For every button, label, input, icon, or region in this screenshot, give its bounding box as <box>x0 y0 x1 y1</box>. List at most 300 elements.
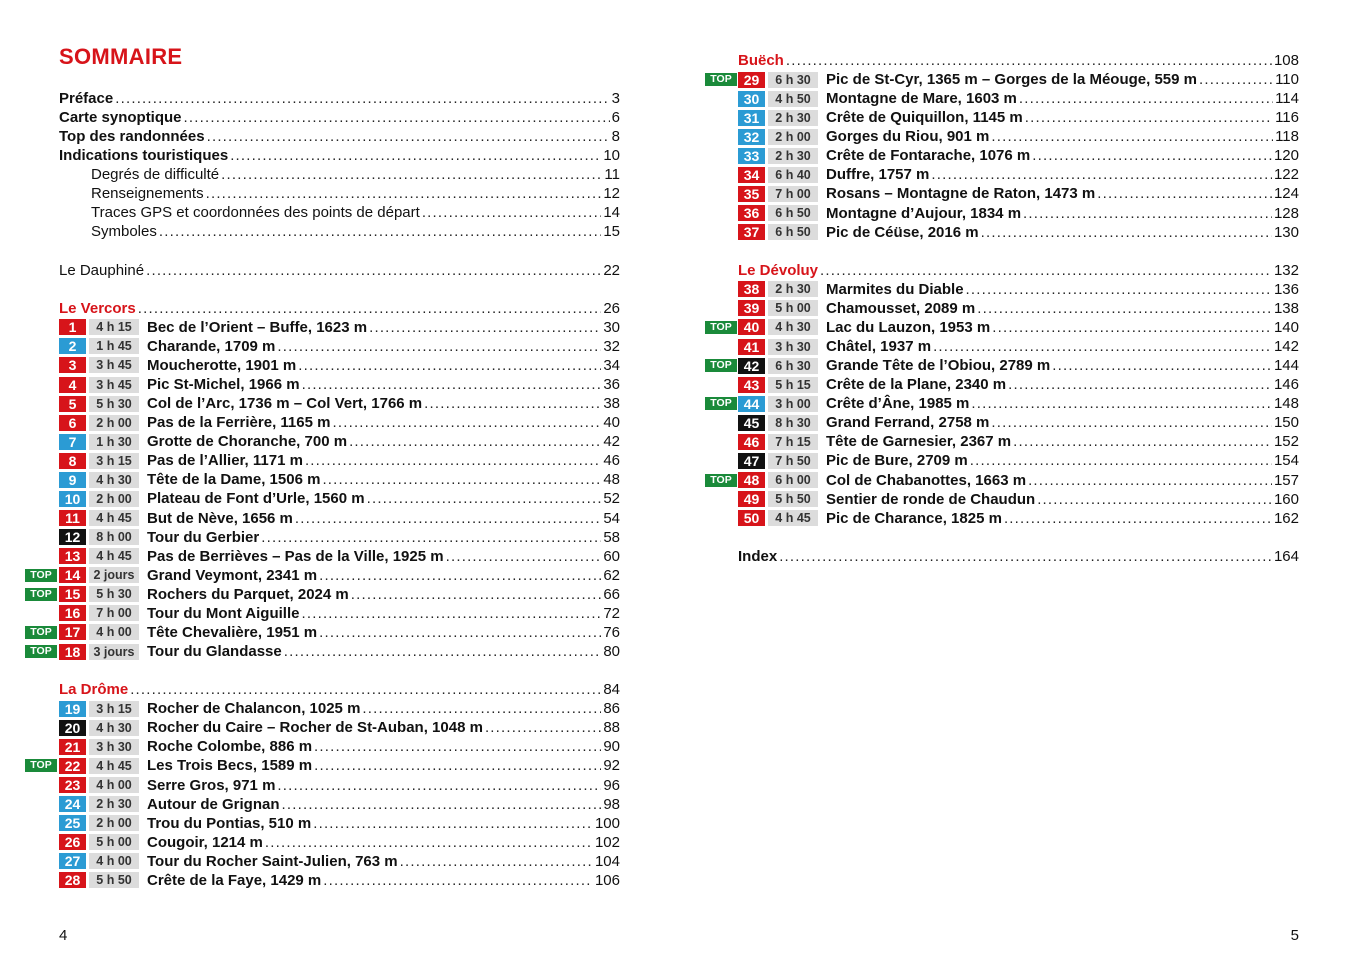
route-title: Tête Chevalière, 1951 m <box>147 623 318 641</box>
route-page: 140 <box>1273 318 1299 336</box>
route-page: 118 <box>1275 128 1299 146</box>
route-title: Trou du Pontias, 510 m <box>147 814 312 832</box>
route-page: 52 <box>603 490 620 508</box>
route-page: 154 <box>1273 452 1299 470</box>
route-row <box>59 566 620 585</box>
entry-page: 14 <box>603 204 620 222</box>
dot-leader <box>298 356 601 375</box>
route-title: Pas de l’Allier, 1171 m <box>147 452 303 470</box>
route-title: Lac du Lauzon, 1953 m <box>826 318 991 336</box>
top-badge: TOP <box>25 569 57 582</box>
dot-leader <box>349 432 601 451</box>
toc-subentry <box>59 222 620 241</box>
dot-leader <box>971 394 1272 413</box>
route-number: 4 <box>59 377 86 393</box>
toc-entry <box>59 89 620 108</box>
route-page: 72 <box>603 604 620 622</box>
dot-leader <box>302 375 602 394</box>
route-row <box>59 756 620 775</box>
route-row <box>738 127 1299 146</box>
route-row <box>59 833 620 852</box>
route-title: Les Trois Becs, 1589 m <box>147 757 313 775</box>
entry-label: Top des randonnées <box>59 128 205 146</box>
route-page: 114 <box>1275 90 1299 108</box>
duration-badge: 3 h 30 <box>768 339 818 355</box>
dot-leader <box>277 337 601 356</box>
dot-leader <box>332 413 601 432</box>
route-number: 28 <box>59 872 86 888</box>
entry-page: 11 <box>604 166 620 184</box>
dot-leader <box>305 451 601 470</box>
route-title: Marmites du Diable <box>826 280 964 298</box>
right-page <box>706 0 1299 969</box>
dot-leader <box>966 280 1272 299</box>
dot-leader <box>786 51 1272 70</box>
entry-label: Buëch <box>738 52 784 69</box>
route-title: Charande, 1709 m <box>147 337 276 355</box>
route-number: 47 <box>738 453 765 469</box>
dot-leader <box>301 604 601 623</box>
route-title: Crête de la Plane, 2340 m <box>826 376 1007 394</box>
route-page: 60 <box>603 547 620 565</box>
route-page: 146 <box>1273 376 1299 394</box>
page-number-right: 5 <box>1290 927 1299 944</box>
duration-badge: 4 h 15 <box>89 319 139 335</box>
route-row <box>59 642 620 661</box>
route-page: 136 <box>1273 280 1299 298</box>
route-row <box>738 375 1299 394</box>
route-row <box>738 299 1299 318</box>
dot-leader <box>323 871 593 890</box>
route-number: 41 <box>738 339 765 355</box>
duration-badge: 6 h 50 <box>768 224 818 240</box>
entry-page: 10 <box>603 147 620 165</box>
duration-badge: 3 jours <box>89 644 139 660</box>
route-page: 30 <box>603 318 620 336</box>
route-row <box>59 604 620 623</box>
route-row <box>738 223 1299 242</box>
route-number: 26 <box>59 834 86 850</box>
route-row <box>59 776 620 795</box>
duration-badge: 5 h 50 <box>89 872 139 888</box>
entry-label: Renseignements <box>91 185 204 203</box>
route-page: 92 <box>603 757 620 775</box>
route-number: 15 <box>59 586 86 602</box>
route-page: 36 <box>603 376 620 394</box>
route-title: Col de Chabanottes, 1663 m <box>826 471 1027 489</box>
route-page: 38 <box>603 395 620 413</box>
route-title: Col de l’Arc, 1736 m – Col Vert, 1766 m <box>147 395 423 413</box>
duration-badge: 2 h 00 <box>89 815 139 831</box>
route-number: 50 <box>738 510 765 526</box>
route-number: 49 <box>738 491 765 507</box>
route-page: 120 <box>1273 147 1299 165</box>
route-row <box>59 318 620 337</box>
dot-leader <box>485 718 601 737</box>
route-title: But de Nève, 1656 m <box>147 509 293 527</box>
route-number: 35 <box>738 186 765 202</box>
route-row <box>59 509 620 528</box>
route-title: Moucherotte, 1901 m <box>147 356 297 374</box>
route-title: Bec de l’Orient – Buffe, 1623 m <box>147 318 368 336</box>
duration-badge: 5 h 15 <box>768 377 818 393</box>
route-title: Châtel, 1937 m <box>826 338 932 356</box>
dot-leader <box>1004 509 1272 528</box>
route-number: 10 <box>59 491 86 507</box>
top-badge: TOP <box>25 588 57 601</box>
entry-label: Le Vercors <box>59 299 136 317</box>
entry-page: 3 <box>611 90 620 107</box>
route-page: 122 <box>1273 166 1299 184</box>
route-row <box>59 871 620 890</box>
route-page: 62 <box>603 566 620 584</box>
route-row <box>738 337 1299 356</box>
route-title: Montagne d’Aujour, 1834 m <box>826 204 1022 222</box>
route-title: Tête de Garnesier, 2367 m <box>826 433 1012 451</box>
route-title: Pic St-Michel, 1966 m <box>147 376 300 394</box>
duration-badge: 4 h 45 <box>89 758 139 774</box>
entry-label: Le Dauphiné <box>59 261 145 279</box>
top-badge: TOP <box>705 397 737 410</box>
route-number: 44 <box>738 396 765 412</box>
duration-badge: 5 h 30 <box>89 586 139 602</box>
route-number: 18 <box>59 644 86 660</box>
route-row <box>738 165 1299 184</box>
route-title: Tour du Rocher Saint-Julien, 763 m <box>147 852 398 870</box>
route-title: Rocher de Chalancon, 1025 m <box>147 700 361 718</box>
route-number: 46 <box>738 434 765 450</box>
route-row <box>59 623 620 642</box>
route-title: Pic de Céüse, 2016 m <box>826 223 979 241</box>
duration-badge: 3 h 15 <box>89 701 139 717</box>
entry-label: Indications touristiques <box>59 147 229 165</box>
route-title: Crête de Fontarache, 1076 m <box>826 147 1031 165</box>
duration-badge: 5 h 00 <box>89 834 139 850</box>
route-number: 45 <box>738 415 765 431</box>
route-row <box>59 337 620 356</box>
route-title: Crête de la Faye, 1429 m <box>147 871 322 889</box>
top-badge: TOP <box>705 474 737 487</box>
route-page: 66 <box>603 585 620 603</box>
entry-label: Index <box>738 547 778 565</box>
duration-badge: 2 jours <box>89 567 139 583</box>
route-title: Gorges du Riou, 901 m <box>826 128 990 146</box>
dot-leader <box>1097 184 1272 203</box>
duration-badge: 1 h 45 <box>89 338 139 354</box>
route-page: 102 <box>594 833 620 851</box>
route-number: 12 <box>59 529 86 545</box>
entry-label: Carte synoptique <box>59 109 182 127</box>
route-number: 40 <box>738 319 765 335</box>
dot-leader <box>322 470 601 489</box>
route-page: 88 <box>603 719 620 737</box>
dot-leader <box>206 184 602 203</box>
duration-badge: 7 h 00 <box>89 605 139 621</box>
duration-badge: 5 h 50 <box>768 491 818 507</box>
top-badge: TOP <box>705 359 737 372</box>
dot-leader <box>115 89 609 108</box>
duration-badge: 2 h 00 <box>768 129 818 145</box>
duration-badge: 5 h 30 <box>89 396 139 412</box>
dot-leader <box>319 566 601 585</box>
duration-badge: 2 h 30 <box>768 110 818 126</box>
route-title: Serre Gros, 971 m <box>147 776 276 794</box>
dot-leader <box>1052 356 1272 375</box>
route-number: 43 <box>738 377 765 393</box>
route-title: Grand Veymont, 2341 m <box>147 566 318 584</box>
dot-leader <box>146 261 601 280</box>
section-heading <box>59 680 620 699</box>
route-row <box>59 585 620 604</box>
route-row <box>59 432 620 451</box>
route-page: 80 <box>603 643 620 661</box>
duration-badge: 5 h 00 <box>768 300 818 316</box>
route-row <box>738 89 1299 108</box>
route-row <box>59 814 620 833</box>
duration-badge: 6 h 00 <box>768 472 818 488</box>
route-row <box>738 70 1299 89</box>
route-row <box>59 356 620 375</box>
route-title: Roche Colombe, 886 m <box>147 738 313 756</box>
dot-leader <box>319 623 601 642</box>
dot-leader <box>313 814 593 833</box>
top-badge: TOP <box>705 321 737 334</box>
top-badge: TOP <box>25 645 57 658</box>
route-number: 36 <box>738 205 765 221</box>
route-page: 54 <box>603 509 620 527</box>
dot-leader <box>1023 204 1272 223</box>
route-number: 38 <box>738 281 765 297</box>
route-title: Crête d’Âne, 1985 m <box>826 395 970 413</box>
route-page: 128 <box>1273 204 1299 222</box>
entry-page: 6 <box>611 109 620 127</box>
duration-badge: 7 h 15 <box>768 434 818 450</box>
entry-label: La Drôme <box>59 681 129 699</box>
duration-badge: 6 h 40 <box>768 167 818 183</box>
route-number: 1 <box>59 319 86 335</box>
route-row <box>738 490 1299 509</box>
entry-label: Traces GPS et coordonnées des points de départ <box>91 204 420 222</box>
entry-page: 108 <box>1273 52 1299 69</box>
top-badge: TOP <box>25 626 57 639</box>
route-title: Duffre, 1757 m <box>826 166 930 184</box>
toc-subentry <box>59 165 620 184</box>
route-row <box>59 528 620 547</box>
route-page: 110 <box>1275 71 1299 89</box>
route-number: 6 <box>59 415 86 431</box>
route-row <box>59 737 620 756</box>
dot-leader <box>221 165 602 184</box>
route-title: Montagne de Mare, 1603 m <box>826 90 1017 108</box>
route-page: 130 <box>1273 223 1299 241</box>
dot-leader <box>991 413 1272 432</box>
duration-badge: 3 h 00 <box>768 396 818 412</box>
dot-leader <box>369 318 601 337</box>
route-page: 160 <box>1273 490 1299 508</box>
route-number: 9 <box>59 472 86 488</box>
dot-leader <box>779 547 1272 566</box>
page-number-left: 4 <box>59 927 68 944</box>
route-number: 39 <box>738 300 765 316</box>
route-page: 116 <box>1275 109 1299 127</box>
dot-leader <box>130 680 601 699</box>
toc-entry-region <box>59 261 620 280</box>
route-title: Tête de la Dame, 1506 m <box>147 471 321 489</box>
dot-leader <box>820 261 1272 280</box>
entry-page: 15 <box>603 223 620 241</box>
route-row <box>59 795 620 814</box>
dot-leader <box>400 852 593 871</box>
route-page: 58 <box>603 528 620 546</box>
dot-leader <box>282 795 602 814</box>
toc-entry <box>59 127 620 146</box>
dot-leader <box>159 222 601 241</box>
toc-entry <box>59 146 620 165</box>
dot-leader <box>277 776 601 795</box>
route-row <box>59 699 620 718</box>
section-heading <box>738 51 1299 70</box>
dot-leader <box>970 451 1272 470</box>
duration-badge: 3 h 30 <box>89 739 139 755</box>
left-page <box>30 0 620 969</box>
duration-badge: 2 h 30 <box>768 148 818 164</box>
duration-badge: 7 h 50 <box>768 453 818 469</box>
duration-badge: 2 h 00 <box>89 491 139 507</box>
duration-badge: 2 h 30 <box>89 796 139 812</box>
route-page: 150 <box>1273 414 1299 432</box>
duration-badge: 4 h 00 <box>89 853 139 869</box>
dot-leader <box>265 833 593 852</box>
route-row <box>59 470 620 489</box>
page-title: SOMMAIRE <box>59 44 183 69</box>
route-title: Plateau de Font d’Urle, 1560 m <box>147 490 365 508</box>
route-title: Grande Tête de l’Obiou, 2789 m <box>826 357 1051 375</box>
route-page: 98 <box>603 795 620 813</box>
duration-badge: 8 h 30 <box>768 415 818 431</box>
dot-leader <box>314 737 601 756</box>
route-title: Cougoir, 1214 m <box>147 833 263 851</box>
dot-leader <box>422 203 602 222</box>
route-row <box>738 471 1299 490</box>
route-number: 2 <box>59 338 86 354</box>
route-row <box>59 413 620 432</box>
entry-page: 12 <box>603 185 620 203</box>
route-title: Autour de Grignan <box>147 795 280 813</box>
route-number: 21 <box>59 739 86 755</box>
duration-badge: 4 h 50 <box>768 91 818 107</box>
route-page: 32 <box>603 337 620 355</box>
duration-badge: 4 h 00 <box>89 777 139 793</box>
route-row <box>738 184 1299 203</box>
dot-leader <box>1028 471 1272 490</box>
route-page: 157 <box>1273 471 1299 489</box>
route-page: 144 <box>1273 357 1299 375</box>
route-number: 42 <box>738 358 765 374</box>
route-number: 32 <box>738 129 765 145</box>
duration-badge: 6 h 30 <box>768 72 818 88</box>
route-page: 42 <box>603 433 620 451</box>
duration-badge: 4 h 30 <box>768 319 818 335</box>
dot-leader <box>981 223 1272 242</box>
entry-label: Le Dévoluy <box>738 261 819 279</box>
route-number: 48 <box>738 472 765 488</box>
dot-leader <box>446 547 602 566</box>
route-number: 24 <box>59 796 86 812</box>
route-number: 25 <box>59 815 86 831</box>
route-row <box>59 394 620 413</box>
entry-page: 164 <box>1273 547 1299 565</box>
route-number: 29 <box>738 72 765 88</box>
entry-page: 132 <box>1273 261 1299 279</box>
dot-leader <box>367 489 602 508</box>
route-row <box>738 146 1299 165</box>
dot-leader <box>991 127 1273 146</box>
dot-leader <box>1013 432 1272 451</box>
route-row <box>738 394 1299 413</box>
route-row <box>59 489 620 508</box>
entry-page: 26 <box>603 299 620 317</box>
route-page: 100 <box>594 814 620 832</box>
route-title: Pas de la Ferrière, 1165 m <box>147 414 331 432</box>
dot-leader <box>184 108 610 127</box>
route-title: Crête de Quiquillon, 1145 m <box>826 109 1023 127</box>
route-title: Pic de St-Cyr, 1365 m – Gorges de la Méouge, 559 m <box>826 71 1197 89</box>
route-row <box>738 318 1299 337</box>
route-row <box>738 280 1299 299</box>
dot-leader <box>424 394 601 413</box>
route-row <box>738 509 1299 528</box>
route-number: 7 <box>59 434 86 450</box>
duration-badge: 3 h 45 <box>89 377 139 393</box>
duration-badge: 4 h 45 <box>89 510 139 526</box>
route-number: 33 <box>738 148 765 164</box>
toc-subentry <box>59 184 620 203</box>
duration-badge: 4 h 00 <box>89 624 139 640</box>
route-page: 76 <box>603 623 620 641</box>
route-page: 152 <box>1273 433 1299 451</box>
route-title: Grotte de Choranche, 700 m <box>147 433 348 451</box>
route-row <box>738 413 1299 432</box>
dot-leader <box>1019 89 1273 108</box>
duration-badge: 2 h 30 <box>768 281 818 297</box>
entry-label: Préface <box>59 90 114 107</box>
duration-badge: 4 h 45 <box>89 548 139 564</box>
route-title: Tour du Mont Aiguille <box>147 604 300 622</box>
route-number: 19 <box>59 701 86 717</box>
toc-subentry <box>59 203 620 222</box>
route-page: 90 <box>603 738 620 756</box>
toc-entry-index <box>738 547 1299 566</box>
route-page: 138 <box>1273 299 1299 317</box>
route-number: 11 <box>59 510 86 526</box>
duration-badge: 2 h 00 <box>89 415 139 431</box>
dot-leader <box>1032 146 1272 165</box>
section-heading <box>738 261 1299 280</box>
route-page: 106 <box>594 871 620 889</box>
duration-badge: 8 h 00 <box>89 529 139 545</box>
route-page: 34 <box>603 356 620 374</box>
route-page: 48 <box>603 471 620 489</box>
entry-page: 8 <box>611 128 620 146</box>
dot-leader <box>362 699 601 718</box>
route-page: 162 <box>1273 509 1299 527</box>
route-title: Pas de Berrièves – Pas de la Ville, 1925 m <box>147 547 444 565</box>
route-page: 96 <box>603 776 620 794</box>
route-number: 3 <box>59 357 86 373</box>
route-number: 20 <box>59 720 86 736</box>
route-title: Rocher du Caire – Rocher de St-Auban, 1048 m <box>147 719 483 737</box>
route-page: 86 <box>603 700 620 718</box>
